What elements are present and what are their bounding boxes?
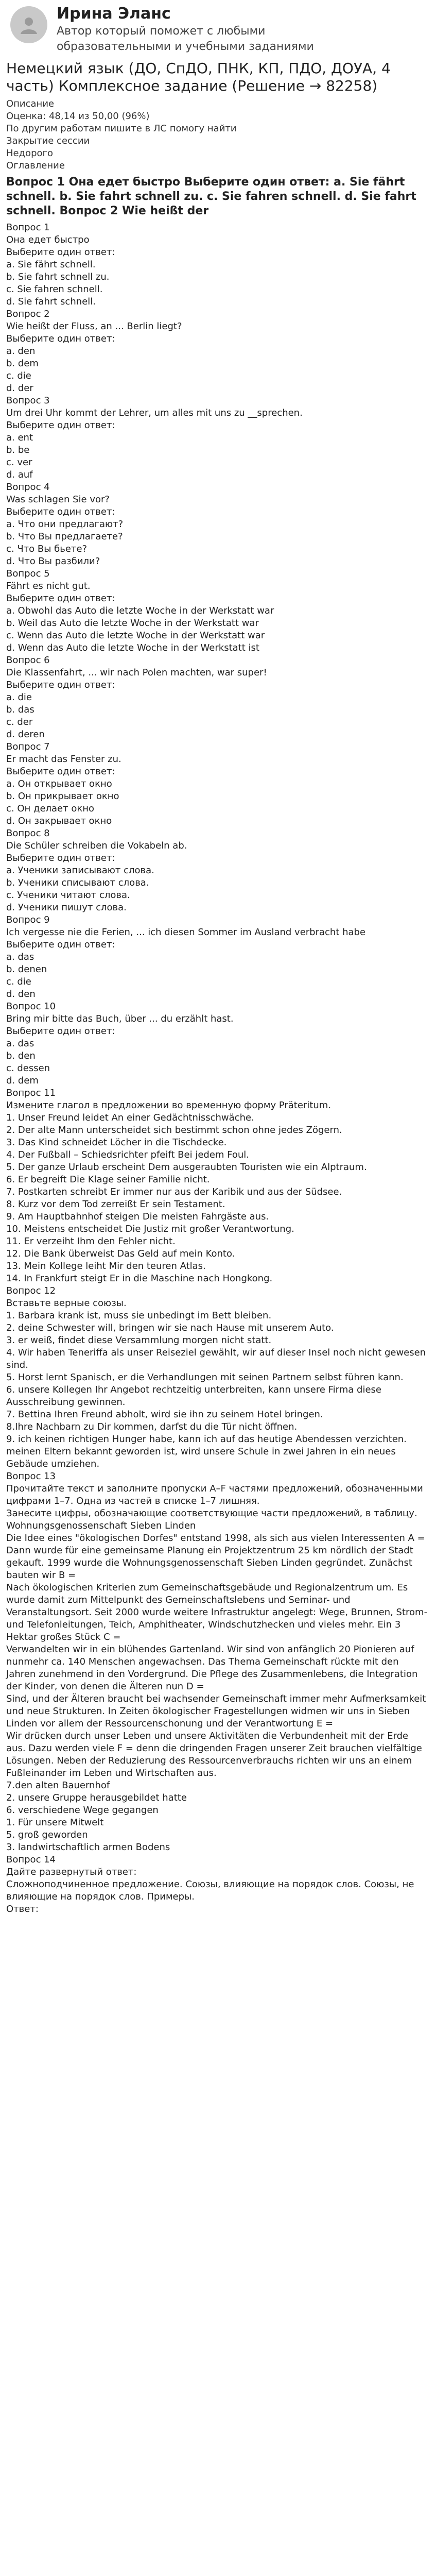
content-line: 6. verschiedene Wege gegangen xyxy=(6,1805,159,1816)
content-line: b. Что Вы предлагаете? xyxy=(6,531,123,542)
content-line: 3. Das Kind schneidet Löcher in die Tischdecke. xyxy=(6,1137,227,1148)
content-line: meinen Eltern bekannt geworden ist, wird unsere Schule in zwei Jahren in ein neues Gebäude umziehen. xyxy=(6,1446,396,1469)
content-line: 13. Mein Kollege leiht Mir den teuren Atlas. xyxy=(6,1261,206,1272)
content-line: d. Sie fahrt schnell. xyxy=(6,296,96,307)
content-line: d. den xyxy=(6,989,36,999)
content-line: 5. Horst lernt Spanisch, er die Verhandlungen mit seinen Partnern selbst führen kann. xyxy=(6,1372,404,1383)
content-line: Вопрос 10 xyxy=(6,1001,56,1012)
content-line: b. denen xyxy=(6,964,47,975)
content-line: Выберите один ответ: xyxy=(6,420,115,431)
content-line: Вопрос 12 xyxy=(6,1285,56,1296)
content-line: Прочитайте текст и заполните пропуски A–F частями предложений, обозначенными цифрами 1–7. Одна из частей в списке 1–7 лишняя. xyxy=(6,1483,423,1506)
content-line: Er macht das Fenster zu. xyxy=(6,754,121,765)
content-line: b. den xyxy=(6,1050,36,1061)
content-line: Она едет быстро xyxy=(6,234,90,245)
content-line: Вопрос 11 xyxy=(6,1088,56,1098)
content-line: Вопрос 14 xyxy=(6,1854,56,1865)
content-line: Sind, und der Älteren braucht bei wachsender Gemeinschaft immer mehr Aufmerksamkeit und neue Strukturen. In Zeiten ökologischer Fragestellungen widmen wir uns in Sieben Linden vor allem der Ressourcenschonung und der Verantwortung E = xyxy=(6,1693,426,1729)
content-line: Fährt es nicht gut. xyxy=(6,581,91,591)
content-line: Вопрос 13 xyxy=(6,1471,56,1482)
content-line: Bring mir bitte das Buch, über ... du erzählt hast. xyxy=(6,1013,234,1024)
content-line: Сложноподчиненное предложение. Союзы, влияющие на порядок слов. Союзы, не влияющие на порядок слов. Примеры. xyxy=(6,1879,414,1902)
content-line: a. ent xyxy=(6,432,33,443)
content-line: 2. Der alte Mann unterscheidet sich bestimmt schon ohne jedes Zögern. xyxy=(6,1125,342,1136)
content-line: c. Ученики читают слова. xyxy=(6,890,130,901)
content-line: Выберите один ответ: xyxy=(6,333,115,344)
content-line: d. Что Вы разбили? xyxy=(6,556,100,567)
content-line: c. ver xyxy=(6,457,32,468)
content-line: d. dem xyxy=(6,1075,39,1086)
content-line: 3. er weiß, findet diese Versammlung morgen nicht statt. xyxy=(6,1335,272,1346)
content-line: 8. Kurz vor dem Tod zerreißt Er sein Testament. xyxy=(6,1199,225,1210)
content-line: c. die xyxy=(6,370,31,381)
content-line: c. Что Вы бьете? xyxy=(6,544,88,554)
author-header xyxy=(6,3,430,60)
content-line: Wie heißt der Fluss, an ... Berlin liegt? xyxy=(6,321,182,332)
content-line: b. Weil das Auto die letzte Woche in der Werkstatt war xyxy=(6,618,259,629)
meta-line: Недорого xyxy=(6,148,53,159)
meta-line: По другим работам пишите в ЛС помогу найти xyxy=(6,123,237,134)
author-info xyxy=(57,3,345,55)
content-line: 11. Er verzeiht Ihm den Fehler nicht. xyxy=(6,1236,176,1247)
content-line: b. Sie fahrt schnell zu. xyxy=(6,272,110,282)
content-line: 4. Wir haben Teneriffa als unser Reiseziel gewählt, wir auf dieser Insel noch nicht gewesen sind. xyxy=(6,1347,426,1370)
author-name[interactable]: Ирина Эланс xyxy=(57,5,171,23)
content-line: a. Он открывает окно xyxy=(6,778,112,789)
content-line: b. dem xyxy=(6,358,39,369)
content-line: b. Ученики списывают слова. xyxy=(6,877,149,888)
content-line: 9. ich keinen richtigen Hunger habe, kann ich auf das heutige Abendessen verzichten. xyxy=(6,1434,407,1445)
content-line: Вопрос 1 xyxy=(6,222,50,233)
content-line: Вставьте верные союзы. xyxy=(6,1298,127,1309)
content-line: 5. groß geworden xyxy=(6,1829,88,1840)
content-line: 6. Er begreift Die Klage seiner Familie nicht. xyxy=(6,1174,210,1185)
content-line: d. Он закрывает окно xyxy=(6,816,112,826)
content-line: a. Ученики записывают слова. xyxy=(6,865,154,876)
bold-heading: Вопрос 1 Она едет быстро Выберите один ответ: a. Sie fährt schnell. b. Sie fahrt schnell zu. c. Sie fahren schnell. d. Sie fahrt schnell. Вопрос 2 Wie heißt der xyxy=(6,176,416,217)
content-line: d. auf xyxy=(6,469,33,480)
content-line: Выберите один ответ: xyxy=(6,853,115,863)
content-line: b. be xyxy=(6,445,30,455)
content-line: b. Он прикрывает окно xyxy=(6,791,119,802)
content-line: Wohnungsgenossenschaft Sieben Linden xyxy=(6,1520,196,1531)
meta-line: Закрытие сессии xyxy=(6,135,90,146)
content-line: Занесите цифры, обозначающие соответствующие части предложений, в таблицу. xyxy=(6,1508,417,1519)
content-line: c. die xyxy=(6,976,31,987)
content-line: Die Schüler schreiben die Vokabeln ab. xyxy=(6,840,187,851)
content-line: d. der xyxy=(6,383,33,394)
content-line: a. das xyxy=(6,1038,34,1049)
content-line: Вопрос 4 xyxy=(6,482,50,493)
content-line: a. das xyxy=(6,952,34,962)
content-line: a. den xyxy=(6,346,36,357)
content-line: 2. deine Schwester will, bringen wir sie nach Hause mit unserem Auto. xyxy=(6,1323,334,1333)
content-line: c. Sie fahren schnell. xyxy=(6,284,103,295)
content-line: d. Wenn das Auto die letzte Woche in der Werkstatt ist xyxy=(6,642,259,653)
content-line: Выберите один ответ: xyxy=(6,506,115,517)
page-title: Немецкий язык (ДО, СпДО, ПНК, КП, ПДО, ДОУА, 4 часть) Комплексное задание (Решение → 82258) xyxy=(6,60,391,94)
content-line: Die Klassenfahrt, ... wir nach Polen machten, war super! xyxy=(6,667,267,678)
content-line: Was schlagen Sie vor? xyxy=(6,494,110,505)
content-line: Вопрос 9 xyxy=(6,914,50,925)
content-line: Выберите один ответ: xyxy=(6,593,115,604)
content-line: 1. Für unsere Mitwelt xyxy=(6,1817,104,1828)
user-icon xyxy=(19,14,39,35)
content-line: c. der xyxy=(6,717,33,727)
content-line: Дайте развернутый ответ: xyxy=(6,1867,137,1877)
content-line: Вопрос 7 xyxy=(6,741,50,752)
content-line: Вопрос 2 xyxy=(6,309,50,319)
content-line: 10. Meistens entscheidet Die Justiz mit großer Verantwortung. xyxy=(6,1224,294,1234)
content-line: a. Obwohl das Auto die letzte Woche in der Werkstatt war xyxy=(6,605,274,616)
content-line: Вопрос 3 xyxy=(6,395,50,406)
content-line: Ich vergesse nie die Ferien, ... ich diesen Sommer im Ausland verbracht habe xyxy=(6,927,366,938)
content-line: Verwandelten wir in ein blühendes Gartenland. Wir sind von anfänglich 20 Pionieren auf nunmehr ca. 140 Menschen angewachsen. Das Thema Gemeinschaft rückte mit den Jahren zunehmend in den Vordergrund. Die Pflege des Zusammenlebens, die Integration der Kinder, von denen die Älteren nun D = xyxy=(6,1644,418,1692)
content-line: d. deren xyxy=(6,729,45,740)
content-line: 1. Unser Freund leidet An einer Gedächtnisschwäche. xyxy=(6,1112,254,1123)
content-line: Выберите один ответ: xyxy=(6,939,115,950)
content-line: 8.Ihre Nachbarn zu Dir kommen, darfst du die Tür nicht öffnen. xyxy=(6,1421,298,1432)
content-line: Nach ökologischen Kriterien zum Gemeinschaftsgebäude und Regionalzentrum um. Es wurde damit zum Mittelpunkt des Gemeinschaftslebens und Seminar- und Veranstaltungsort. Seit 2000 wurde weitere Infrastruktur angelegt: Wege, Brunnen, Strom- und Telefonleitungen, Teich, Amphitheater, Windschutzhecken und vieles mehr. Ein 3 Hektar großes Stück C = xyxy=(6,1582,428,1642)
content-line: 6. unsere Kollegen Ihr Angebot rechtzeitig unterbreiten, kann unsere Firma diese Ausschreibung gewinnen. xyxy=(6,1384,381,1408)
content-line: Вопрос 8 xyxy=(6,828,50,839)
meta-line: Оценка: 48,14 из 50,00 (96%) xyxy=(6,111,150,122)
content-line: b. das xyxy=(6,704,34,715)
content-line: 12. Die Bank überweist Das Geld auf mein Konto. xyxy=(6,1248,235,1259)
content-line: 7. Bettina Ihren Freund abholt, wird sie ihn zu seinem Hotel bringen. xyxy=(6,1409,323,1420)
content-line: 4. Der Fußball – Schiedsrichter pfeift Bei jedem Foul. xyxy=(6,1149,250,1160)
content-line: c. Wenn das Auto die letzte Woche in der Werkstatt war xyxy=(6,630,265,641)
content-line: Ответ: xyxy=(6,1904,39,1914)
content-line: 5. Der ganze Urlaub erscheint Dem ausgeraubten Touristen wie ein Alptraum. xyxy=(6,1162,367,1173)
content-line: 3. landwirtschaftlich armen Bodens xyxy=(6,1842,170,1853)
meta-section xyxy=(6,98,430,172)
content-line: Wir drücken durch unser Leben und unsere Aktivitäten die Verbundenheit mit der Erde aus. Dazu werden viele F = denn die dringenden Fragen unserer Zeit brauchen vielfältige Lösungen. Neben der Reduzierung des Ressourcenverbrauchs richten wir uns an einem Fußleinander im Leben und Wirtschaften aus. xyxy=(6,1731,422,1778)
content-line: 1. Barbara krank ist, muss sie unbedingt im Bett bleiben. xyxy=(6,1310,272,1321)
content-line: d. Ученики пишут слова. xyxy=(6,902,127,913)
content-line: 7. Postkarten schreibt Er immer nur aus der Karibik und aus der Südsee. xyxy=(6,1187,342,1197)
content-line: Die Idee eines "ökologischen Dorfes" entstand 1998, als sich aus vielen Interessenten A = xyxy=(6,1533,425,1544)
content-line: 7.den alten Bauernhof xyxy=(6,1780,110,1791)
content-line: Вопрос 5 xyxy=(6,568,50,579)
content-body xyxy=(6,222,430,1916)
content-line: Dann wurde für eine gemeinsame Planung ein Projektzentrum 25 km nördlich der Stadt gekauft. 1999 wurde die Wohnungsgenossenschaft Sieben Linden gegründet. Zunächst bauten wir B = xyxy=(6,1545,413,1581)
content-line: Выберите один ответ: xyxy=(6,1026,115,1037)
content-line: Выберите один ответ: xyxy=(6,247,115,258)
content-line: Выберите один ответ: xyxy=(6,680,115,690)
content-line: c. Он делает окно xyxy=(6,803,94,814)
content-line: Измените глагол в предложении во временную форму Präteritum. xyxy=(6,1100,332,1111)
content-line: 14. In Frankfurt steigt Er in die Maschine nach Hongkong. xyxy=(6,1273,273,1284)
meta-line: Описание xyxy=(6,98,55,109)
author-description: Автор который поможет с любыми образовательными и учебными заданиями xyxy=(57,25,314,53)
content-line: a. Sie fährt schnell. xyxy=(6,259,96,270)
content-line: 9. Am Hauptbahnhof steigen Die meisten Fahrgäste aus. xyxy=(6,1211,269,1222)
content-line: Um drei Uhr kommt der Lehrer, um alles mit uns zu __sprechen. xyxy=(6,408,303,418)
content-line: Выберите один ответ: xyxy=(6,766,115,777)
content-line: a. Что они предлагают? xyxy=(6,519,124,530)
content-line: Вопрос 6 xyxy=(6,655,50,666)
content-line: c. dessen xyxy=(6,1063,50,1074)
meta-line: Оглавление xyxy=(6,160,65,171)
avatar[interactable] xyxy=(10,6,47,43)
content-line: a. die xyxy=(6,692,32,703)
content-line: 2. unsere Gruppe herausgebildet hatte xyxy=(6,1792,187,1803)
